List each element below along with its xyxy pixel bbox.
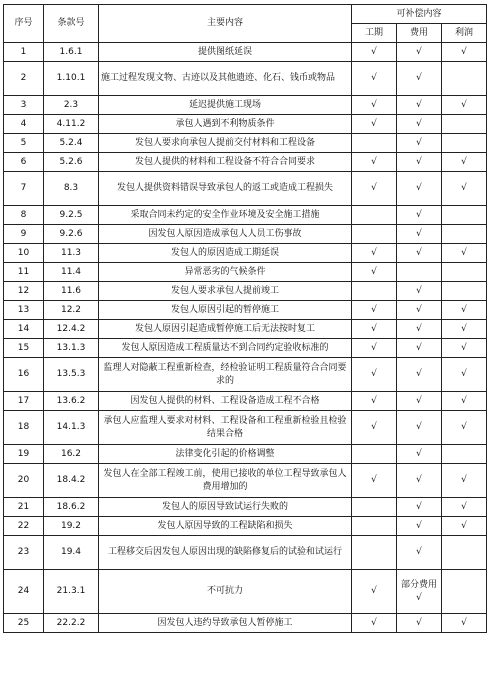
row-profit-mark: √ xyxy=(442,153,487,172)
row-clause: 12.4.2 xyxy=(44,320,99,339)
table-row xyxy=(4,517,487,536)
row-profit-mark xyxy=(442,134,487,153)
row-content: 不可抗力 xyxy=(99,570,352,614)
row-time-mark: √ xyxy=(352,411,397,445)
row-content: 延迟提供施工现场 xyxy=(99,96,352,115)
row-cost-mark: √ xyxy=(397,392,442,411)
row-clause: 13.1.3 xyxy=(44,339,99,358)
row-profit-mark: √ xyxy=(442,172,487,206)
row-clause: 21.3.1 xyxy=(44,570,99,614)
row-profit-mark: √ xyxy=(442,339,487,358)
row-time-mark xyxy=(352,282,397,301)
table-row xyxy=(4,115,487,134)
row-time-mark: √ xyxy=(352,301,397,320)
row-cost-mark: √ xyxy=(397,301,442,320)
row-clause: 1.10.1 xyxy=(44,62,99,96)
header-content: 主要内容 xyxy=(99,5,352,43)
row-number: 9 xyxy=(4,225,44,244)
row-number: 8 xyxy=(4,206,44,225)
row-time-mark: √ xyxy=(352,320,397,339)
row-clause: 1.6.1 xyxy=(44,43,99,62)
row-cost-mark: √ xyxy=(397,43,442,62)
row-number: 18 xyxy=(4,411,44,445)
row-content: 因发包人提供的材料、工程设备造成工程不合格 xyxy=(99,392,352,411)
row-content: 工程移交后因发包人原因出现的缺陷修复后的试验和试运行 xyxy=(99,536,352,570)
row-cost-mark: √ xyxy=(397,358,442,392)
row-clause: 9.2.5 xyxy=(44,206,99,225)
row-number: 15 xyxy=(4,339,44,358)
row-profit-mark xyxy=(442,570,487,614)
row-content: 采取合同未约定的安全作业环境及安全施工措施 xyxy=(99,206,352,225)
row-time-mark xyxy=(352,206,397,225)
row-number: 11 xyxy=(4,263,44,282)
row-cost-mark: √ xyxy=(397,320,442,339)
row-cost-mark: √ xyxy=(397,445,442,464)
row-cost-mark xyxy=(397,263,442,282)
row-content: 发包人提供的材料和工程设备不符合合同要求 xyxy=(99,153,352,172)
row-number: 3 xyxy=(4,96,44,115)
row-clause: 16.2 xyxy=(44,445,99,464)
row-profit-mark xyxy=(442,115,487,134)
row-cost-mark: √ xyxy=(397,244,442,263)
row-clause: 18.6.2 xyxy=(44,498,99,517)
table-row xyxy=(4,445,487,464)
row-cost-mark: 部分费用√ xyxy=(397,570,442,614)
row-cost-mark: √ xyxy=(397,282,442,301)
row-profit-mark: √ xyxy=(442,301,487,320)
row-content: 发包人原因造成工程质量达不到合同约定验收标准的 xyxy=(99,339,352,358)
table-row xyxy=(4,244,487,263)
table-row xyxy=(4,339,487,358)
row-number: 12 xyxy=(4,282,44,301)
table-row xyxy=(4,358,487,392)
table-row xyxy=(4,614,487,633)
header-clause: 条款号 xyxy=(44,5,99,43)
table-row xyxy=(4,411,487,445)
table-row xyxy=(4,62,487,96)
row-content: 因发包人违约导致承包人暂停施工 xyxy=(99,614,352,633)
row-number: 25 xyxy=(4,614,44,633)
table-row xyxy=(4,153,487,172)
row-time-mark: √ xyxy=(352,96,397,115)
row-content: 发包人的原因导致试运行失败的 xyxy=(99,498,352,517)
row-clause: 19.4 xyxy=(44,536,99,570)
row-number: 17 xyxy=(4,392,44,411)
row-profit-mark: √ xyxy=(442,244,487,263)
row-time-mark xyxy=(352,445,397,464)
row-time-mark xyxy=(352,517,397,536)
row-cost-mark: √ xyxy=(397,96,442,115)
table-row xyxy=(4,282,487,301)
row-number: 2 xyxy=(4,62,44,96)
row-number: 24 xyxy=(4,570,44,614)
table-row xyxy=(4,320,487,339)
row-content: 承包人遇到不利物质条件 xyxy=(99,115,352,134)
header-compensable-group: 可补偿内容 xyxy=(352,5,487,24)
row-time-mark xyxy=(352,498,397,517)
row-number: 5 xyxy=(4,134,44,153)
row-content: 提供图纸延误 xyxy=(99,43,352,62)
row-profit-mark: √ xyxy=(442,464,487,498)
row-profit-mark: √ xyxy=(442,358,487,392)
row-cost-mark: √ xyxy=(397,339,442,358)
row-content: 发包人在全部工程竣工前，使用已接收的单位工程导致承包人费用增加的 xyxy=(99,464,352,498)
row-profit-mark xyxy=(442,536,487,570)
row-clause: 2.3 xyxy=(44,96,99,115)
row-profit-mark: √ xyxy=(442,411,487,445)
row-time-mark xyxy=(352,536,397,570)
table-row xyxy=(4,263,487,282)
row-number: 19 xyxy=(4,445,44,464)
row-clause: 13.6.2 xyxy=(44,392,99,411)
row-profit-mark xyxy=(442,445,487,464)
row-clause: 19.2 xyxy=(44,517,99,536)
row-cost-mark: √ xyxy=(397,225,442,244)
table-row xyxy=(4,172,487,206)
row-cost-mark: √ xyxy=(397,153,442,172)
row-number: 14 xyxy=(4,320,44,339)
table-row xyxy=(4,206,487,225)
row-cost-mark: √ xyxy=(397,62,442,96)
row-time-mark: √ xyxy=(352,263,397,282)
row-cost-mark: √ xyxy=(397,498,442,517)
row-content: 发包人原因导致的工程缺陷和损失 xyxy=(99,517,352,536)
row-profit-mark: √ xyxy=(442,614,487,633)
row-time-mark: √ xyxy=(352,614,397,633)
row-clause: 4.11.2 xyxy=(44,115,99,134)
row-profit-mark xyxy=(442,225,487,244)
header-cost: 费用 xyxy=(397,24,442,43)
row-cost-mark: √ xyxy=(397,411,442,445)
table-row xyxy=(4,225,487,244)
row-clause: 5.2.4 xyxy=(44,134,99,153)
row-content: 监理人对隐蔽工程重新检查，经检验证明工程质量符合合同要求的 xyxy=(99,358,352,392)
row-content: 承包人应监理人要求对材料、工程设备和工程重新检验且检验结果合格 xyxy=(99,411,352,445)
row-time-mark: √ xyxy=(352,62,397,96)
row-number: 4 xyxy=(4,115,44,134)
table-row xyxy=(4,570,487,614)
row-cost-mark: √ xyxy=(397,206,442,225)
row-profit-mark: √ xyxy=(442,96,487,115)
row-time-mark xyxy=(352,225,397,244)
header-seq: 序号 xyxy=(4,5,44,43)
row-profit-mark: √ xyxy=(442,517,487,536)
table-row xyxy=(4,43,487,62)
row-time-mark: √ xyxy=(352,464,397,498)
row-cost-mark: √ xyxy=(397,614,442,633)
row-content: 发包人原因引起造成暂停施工后无法按时复工 xyxy=(99,320,352,339)
row-time-mark: √ xyxy=(352,43,397,62)
row-cost-mark: √ xyxy=(397,134,442,153)
row-content: 施工过程发现文物、古迹以及其他遗迹、化石、钱币或物品 xyxy=(99,62,352,96)
row-content: 发包人原因引起的暂停施工 xyxy=(99,301,352,320)
header-row-1 xyxy=(4,5,487,24)
row-clause: 11.4 xyxy=(44,263,99,282)
row-time-mark: √ xyxy=(352,244,397,263)
header-time: 工期 xyxy=(352,24,397,43)
row-clause: 11.3 xyxy=(44,244,99,263)
table-row xyxy=(4,134,487,153)
header-profit: 利润 xyxy=(442,24,487,43)
table-row xyxy=(4,96,487,115)
row-time-mark: √ xyxy=(352,339,397,358)
row-time-mark: √ xyxy=(352,570,397,614)
row-number: 7 xyxy=(4,172,44,206)
compensation-table xyxy=(3,4,487,633)
row-cost-mark: √ xyxy=(397,464,442,498)
row-profit-mark: √ xyxy=(442,498,487,517)
row-number: 20 xyxy=(4,464,44,498)
row-number: 23 xyxy=(4,536,44,570)
table-row xyxy=(4,536,487,570)
row-profit-mark xyxy=(442,206,487,225)
row-clause: 14.1.3 xyxy=(44,411,99,445)
row-time-mark: √ xyxy=(352,115,397,134)
row-number: 1 xyxy=(4,43,44,62)
row-profit-mark: √ xyxy=(442,43,487,62)
row-profit-mark xyxy=(442,282,487,301)
row-number: 22 xyxy=(4,517,44,536)
row-number: 6 xyxy=(4,153,44,172)
row-clause: 12.2 xyxy=(44,301,99,320)
table-row xyxy=(4,498,487,517)
row-content: 法律变化引起的价格调整 xyxy=(99,445,352,464)
row-clause: 5.2.6 xyxy=(44,153,99,172)
row-cost-mark: √ xyxy=(397,517,442,536)
row-content: 发包人要求承包人提前竣工 xyxy=(99,282,352,301)
row-content: 发包人要求向承包人提前交付材料和工程设备 xyxy=(99,134,352,153)
row-number: 10 xyxy=(4,244,44,263)
row-profit-mark xyxy=(442,62,487,96)
row-clause: 11.6 xyxy=(44,282,99,301)
row-cost-mark: √ xyxy=(397,172,442,206)
row-clause: 22.2.2 xyxy=(44,614,99,633)
row-number: 13 xyxy=(4,301,44,320)
row-profit-mark: √ xyxy=(442,320,487,339)
row-content: 发包人提供资料错误导致承包人的返工或造成工程损失 xyxy=(99,172,352,206)
row-time-mark: √ xyxy=(352,392,397,411)
row-number: 16 xyxy=(4,358,44,392)
row-time-mark xyxy=(352,134,397,153)
row-time-mark: √ xyxy=(352,358,397,392)
row-clause: 9.2.6 xyxy=(44,225,99,244)
table-row xyxy=(4,392,487,411)
table-body xyxy=(4,43,487,633)
row-content: 异常恶劣的气候条件 xyxy=(99,263,352,282)
row-profit-mark: √ xyxy=(442,392,487,411)
row-clause: 13.5.3 xyxy=(44,358,99,392)
row-clause: 8.3 xyxy=(44,172,99,206)
row-time-mark: √ xyxy=(352,153,397,172)
table-row xyxy=(4,301,487,320)
row-clause: 18.4.2 xyxy=(44,464,99,498)
row-time-mark: √ xyxy=(352,172,397,206)
row-content: 因发包人原因造成承包人人员工伤事故 xyxy=(99,225,352,244)
table-row xyxy=(4,464,487,498)
row-content: 发包人的原因造成工期延误 xyxy=(99,244,352,263)
row-cost-mark: √ xyxy=(397,115,442,134)
row-cost-mark: √ xyxy=(397,536,442,570)
row-number: 21 xyxy=(4,498,44,517)
row-profit-mark xyxy=(442,263,487,282)
